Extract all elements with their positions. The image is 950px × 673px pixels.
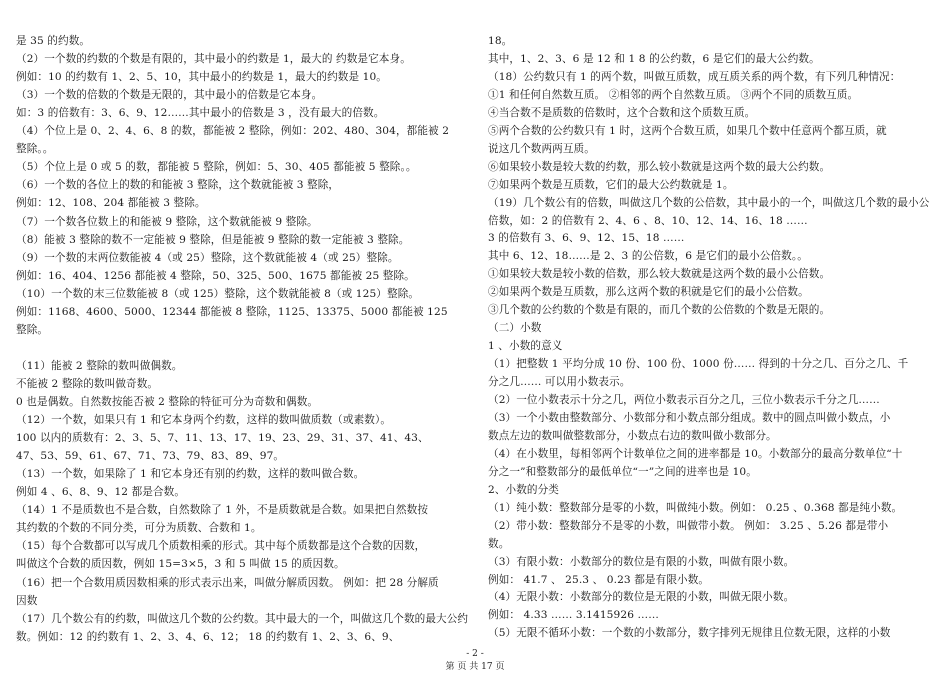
- text-line: 3 的倍数有 3、6、9、12、15、18 ……: [488, 232, 685, 245]
- text-line: ②如果两个数是互质数，那么这两个数的积就是它们的最小公倍数。: [488, 286, 809, 299]
- text-line: 因数: [16, 594, 38, 607]
- text-line: （10）一个数的末三位数能被 8（或 125）整除，这个数就能被 8（或 125）整除。: [16, 287, 420, 300]
- text-line: （11）能被 2 整除的数叫做偶数。: [16, 359, 183, 372]
- text-line: 分之一”和整数部分的最低单位“一”之间的进率也是 10。: [488, 465, 757, 478]
- text-line: （3）一个数的倍数的个数是无限的，其中最小的倍数是它本身。: [16, 89, 323, 102]
- text-line: 说这几个数两两互质。: [488, 142, 595, 155]
- text-line: （9）一个数的末两位数能被 4（或 25）整除，这个数就能被 4（或 25）整除。: [16, 251, 399, 264]
- text-line: 18。: [488, 35, 513, 47]
- text-line: （4）无限小数：小数部分的数位是无限的小数，叫做无限小数。: [488, 591, 795, 604]
- text-line: ①1 和任何自然数互质。 ②相邻的两个自然数互质。 ③两个不同的质数互质。: [488, 88, 859, 101]
- text-line: （17）几个数公有的约数，叫做这几个数的公约数。其中最大的一个，叫做这几个数的最大公约: [16, 612, 469, 625]
- text-line: （7）一个数各位数上的和能被 9 整除，这个数就能被 9 整除。: [16, 215, 318, 228]
- text-line: （4）在小数里，每相邻两个计数单位之间的进率都是 10。小数部分的最高分数单位“十: [488, 447, 903, 460]
- text-line: 不能被 2 整除的数叫做奇数。: [16, 377, 159, 390]
- text-line: ③几个数的公约数的个数是有限的，而几个数的公倍数的个数是无限的。: [488, 304, 831, 317]
- text-line: 47、53、59、61、67、71、73、79、83、89、97。: [16, 450, 285, 463]
- text-line: （6）一个数的各位上的数的和能被 3 整除，这个数就能被 3 整除，: [16, 179, 340, 192]
- text-line: 数。例如：12 的约数有 1、2、3、4、6、12； 18 的约数有 1、2、3、6、9、: [16, 630, 400, 643]
- text-line: 例如：16、404、1256 都能被 4 整除，50、325、500、1675 都能被 25 整除。: [16, 269, 415, 282]
- text-line: 叫做这个合数的质因数，例如 15=3×5，3 和 5 叫做 15 的质因数。: [16, 558, 345, 571]
- text-line: 例如：10 的约数有 1、2、5、10，其中最小的约数是 1，最大的约数是 10。: [16, 71, 387, 84]
- text-line: （4）个位上是 0、2、4、6、8 的数，都能被 2 整除，例如：202、480、304，都能被 2: [16, 125, 450, 138]
- text-line: 例如：1168、4600、5000、12344 都能被 8 整除，1125、13375、5000 都能被 125: [16, 305, 448, 318]
- text-line: （2）一位小数表示十分之几，两位小数表示百分之几，三位小数表示千分之几……: [488, 394, 880, 406]
- text-line: （2）一个数的约数的个数是有限的，其中最小的约数是 1，最大的 约数是它本身。: [16, 53, 411, 66]
- text-line: （1）把整数 1 平均分成 10 份、100 份、1000 份…… 得到的十分之几、百分之几、千: [488, 358, 909, 371]
- text-line: （15）每个合数都可以写成几个质数相乘的形式。其中每个质数都是这个合数的因数，: [16, 540, 426, 553]
- text-line: 数点左边的数叫做整数部分，小数点右边的数叫做小数部分。: [488, 429, 777, 442]
- text-line: （二）小数: [488, 322, 542, 335]
- text-line: 分之几…… 可以用小数表示。: [488, 376, 631, 389]
- text-line: （18）公约数只有 1 的两个数，叫做互质数，成互质关系的两个数，有下列几种情况：: [488, 70, 901, 83]
- text-line: 2、小数的分类: [488, 483, 560, 496]
- text-line: 例如： 4.33 …… 3.1415926 ……: [488, 609, 659, 622]
- text-line: （3）一个小数由整数部分、小数部分和小数点部分组成。数中的圆点叫做小数点，小: [488, 411, 891, 424]
- text-line: ①如果较大数是较小数的倍数，那么较大数就是这两个数的最小公倍数。: [488, 268, 831, 281]
- text-line: （14）1 不是质数也不是合数，自然数除了 1 外，不是质数就是合数。如果把自然数按: [16, 504, 429, 517]
- text-line: ⑤两个合数的公约数只有 1 时，这两个合数互质，如果几个数中任意两个都互质，就: [488, 124, 887, 137]
- text-line: （1）纯小数：整数部分是零的小数，叫做纯小数。例如： 0.25 、0.368 都是纯小数。: [488, 501, 903, 514]
- text-line: ⑥如果较小数是较大数的约数，那么较小数就是这两个数的最大公约数。: [488, 160, 831, 173]
- page-number: - 2 -: [466, 649, 484, 659]
- text-line: 其中，1、2、3、6 是 12 和 1 8 的公约数，6 是它们的最大公约数。: [488, 52, 820, 65]
- text-line: （5）无限不循环小数：一个数的小数部分，数字排列无规律且位数无限，这样的小数: [488, 627, 891, 640]
- text-line: 整除。。: [16, 143, 54, 156]
- text-line: 例如 4 、6、8、9、12 都是合数。: [16, 486, 186, 499]
- text-line: 例如： 41.7 、 25.3 、 0.23 都是有限小数。: [488, 573, 710, 586]
- text-line: （13）一个数，如果除了 1 和它本身还有别的约数，这样的数叫做合数。: [16, 468, 365, 481]
- text-line: 其中 6、12、18……是 2、3 的公倍数，6 是它们的最小公倍数。。: [488, 250, 808, 263]
- text-line: 1 、小数的意义: [488, 340, 563, 353]
- text-line: 例如：12、108、204 都能被 3 整除。: [16, 197, 206, 210]
- text-line: ⑦如果两个数是互质数，它们的最大公约数就是 1。: [488, 178, 734, 191]
- text-line: （8）能被 3 整除的数不一定能被 9 整除，但是能被 9 整除的数一定能被 3 整除。: [16, 233, 410, 246]
- text-line: （5）个位上是 0 或 5 的数，都能被 5 整除，例如：5、30、405 都能被 5 整除。。: [16, 161, 417, 174]
- text-line: （2）带小数：整数部分不是零的小数，叫做带小数。 例如： 3.25 、5.26 都是带小: [488, 519, 889, 532]
- text-line: 100 以内的质数有：2、3、5、7、11、13、17、19、23、29、31、37、41、43、: [16, 432, 429, 445]
- page-count: 第 页 共 17 页: [445, 662, 505, 672]
- text-line: 是 35 的约数。: [16, 35, 91, 47]
- text-line: （16）把一个合数用质因数相乘的形式表示出来，叫做分解质因数。 例如：把 28 分解质: [16, 576, 439, 589]
- text-line: 如：3 的倍数有：3、6、9、12……其中最小的倍数是 3 ，没有最大的倍数。: [16, 107, 385, 120]
- text-line: 整除。: [16, 323, 49, 336]
- text-line: 倍数，如：2 的倍数有 2、4、6 、8、10、12、14、16、18 ……: [488, 214, 808, 227]
- text-line: 数。: [488, 537, 510, 550]
- text-line: （3）有限小数：小数部分的数位是有限的小数，叫做有限小数。: [488, 555, 795, 568]
- text-line: （19）几个数公有的倍数，叫做这几个数的公倍数，其中最小的一个，叫做这几个数的最小公: [488, 196, 930, 209]
- text-line: ④当合数不是质数的倍数时，这个合数和这个质数互质。: [488, 106, 756, 119]
- text-line: 其约数的个数的不同分类，可分为质数、合数和 1。: [16, 522, 262, 535]
- text-line: （12）一个数，如果只有 1 和它本身两个约数，这样的数叫做质数（或素数）。: [16, 414, 392, 427]
- text-line: 0 也是偶数。自然数按能否被 2 整除的特征可分为奇数和偶数。: [16, 396, 319, 408]
